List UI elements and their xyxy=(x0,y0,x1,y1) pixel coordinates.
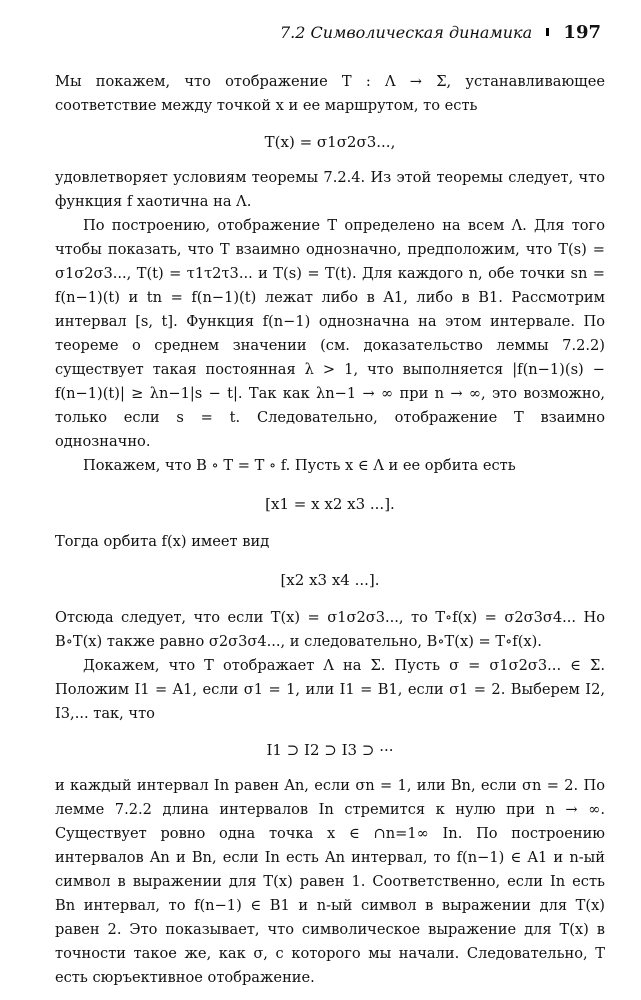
page-header xyxy=(280,18,601,46)
running-title: 7.2 Символическая динамика xyxy=(280,22,533,42)
page-number: 197 xyxy=(563,21,601,43)
paragraph-1: Мы покажем, что отображение T : Λ → Σ, устанавливающее соответствие между точкой x и ее маршрутом, то есть xyxy=(55,73,605,114)
paragraph-8: и каждый интервал In равен An, если σn = 1, или Bn, если σn = 2. По лемме 7.2.2 длина интервалов In стремится к нулю при n → ∞. Существует ровно одна точка x ∈ ∩n=1∞ In. По построению интервалов An и Bn, если In есть An интервал, то f(n−1) ∈ A1 и n-ый символ в выражении для T(x) равен 1. Соответственно, если In есть Bn интервал, то f(n−1) ∈ B1 и n-ый символ в выражении для T(x) равен 2. Это показывает, что символическое выражение для T(x) в точности такое же, как σ, с которого мы начали. Следовательно, T есть сюръективное отображение. xyxy=(55,777,605,986)
header-square-icon xyxy=(546,28,549,36)
paragraph-4: Покажем, что B ∘ T = T ∘ f. Пусть x ∈ Λ и ее орбита есть xyxy=(83,457,516,474)
paragraph-5: Тогда орбита f(x) имеет вид xyxy=(55,533,270,550)
paragraph-3: По построению, отображение T определено на всем Λ. Для того чтобы показать, что T взаимно однозначно, предположим, что T(s) = σ1σ2σ3..., T(t) = τ1τ2τ3... и T(s) = T(t). Для каждого n, обе точки sn = f(n−1)(t) и tn = f(n−1)(t) лежат либо в A1, либо в B1. Рассмотрим интервал [s, t]. Функция f(n−1) однозначна на этом интервале. По теореме о среднем значении (см. доказательство леммы 7.2.2) существует такая постоянная λ > 1, что выполняется |f(n−1)(s) − f(n−1)(t)| ≥ λn−1|s − t|. Так как λn−1 → ∞ при n → ∞, это возможно, только если s = t. Следовательно, отображение T взаимно однозначно. xyxy=(55,217,605,450)
paragraph-2: удовлетворяет условиям теоремы 7.2.4. Из этой теоремы следует, что функция f хаотична на Λ. xyxy=(55,169,605,210)
formula-orbit-x: [x1 = x x2 x3 ...]. xyxy=(265,495,395,513)
formula-orbit-fx: [x2 x3 x4 ...]. xyxy=(280,571,380,589)
page-body xyxy=(55,70,605,990)
formula-intervals: I1 ⊃ I2 ⊃ I3 ⊃ ··· xyxy=(266,741,394,759)
paragraph-6: Отсюда следует, что если T(x) = σ1σ2σ3..., то T∘f(x) = σ2σ3σ4... Но B∘T(x) также равно σ2σ3σ4..., и следовательно, B∘T(x) = T∘f(x). xyxy=(55,609,605,650)
paragraph-7: Докажем, что T отображает Λ на Σ. Пусть σ = σ1σ2σ3... ∈ Σ. Положим I1 = A1, если σ1 = 1, или I1 = B1, если σ1 = 2. Выберем I2, I3,... так, что xyxy=(55,657,605,722)
formula-tx: T(x) = σ1σ2σ3..., xyxy=(264,133,396,151)
